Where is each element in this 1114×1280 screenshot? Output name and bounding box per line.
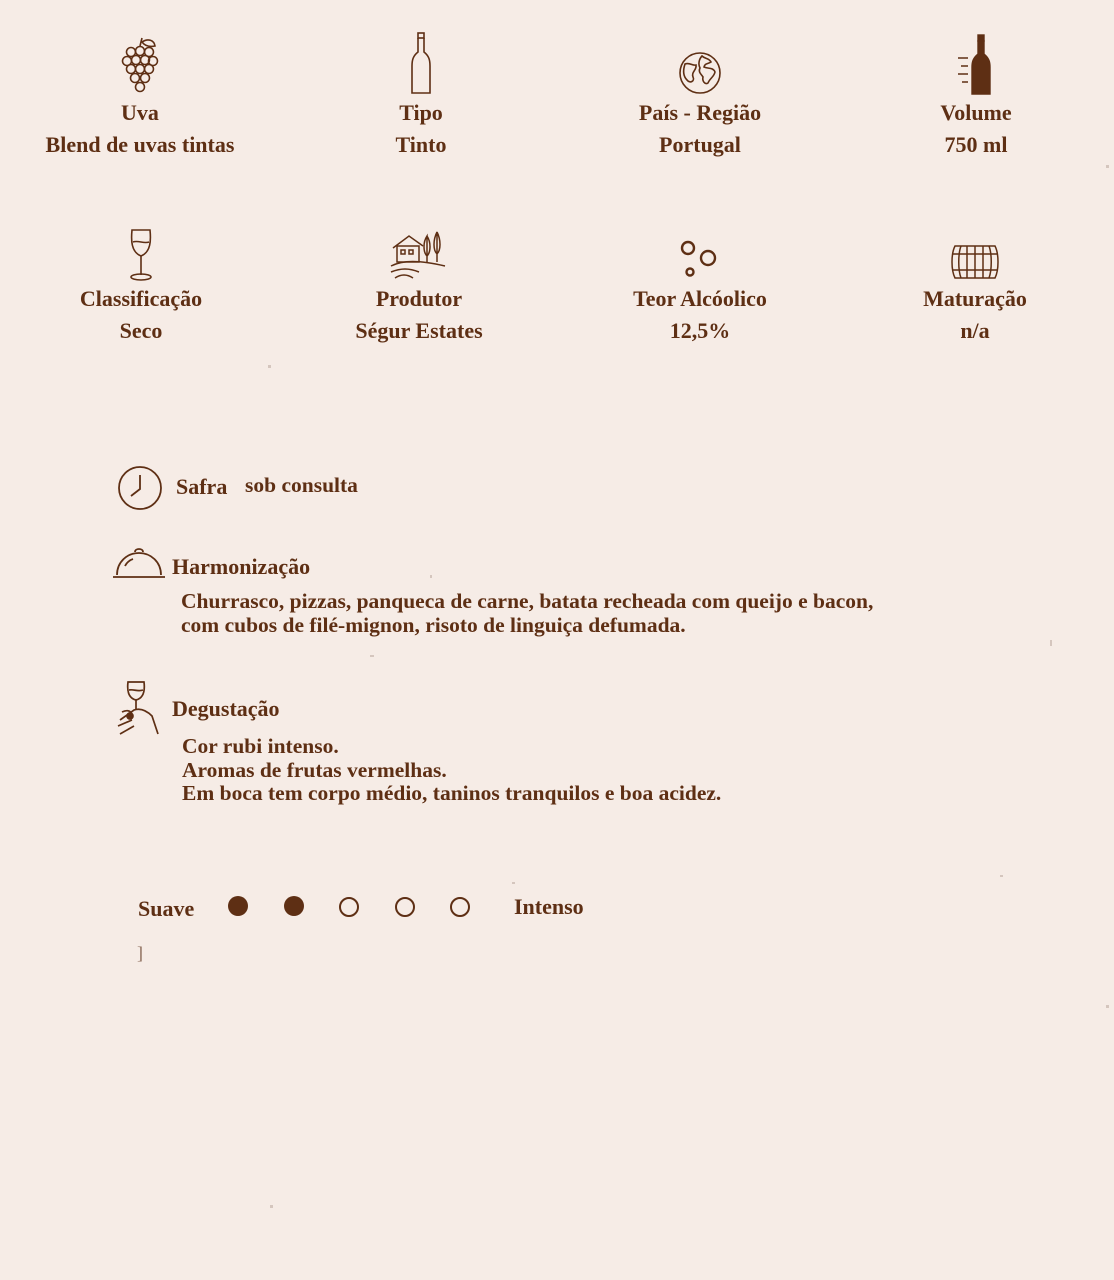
winery-icon xyxy=(289,218,549,282)
bottle-volume-icon xyxy=(846,32,1106,96)
clock-icon xyxy=(117,465,163,516)
spec-maturacao xyxy=(845,218,1105,344)
spec-label: Produtor xyxy=(375,286,463,311)
cloche-icon xyxy=(111,546,167,587)
intensity-dot-3 xyxy=(339,897,359,917)
spec-produtor xyxy=(289,218,549,344)
intensity-dot-2 xyxy=(284,896,304,916)
spec-classificacao xyxy=(11,218,271,344)
harmonizacao-line: Churrasco, pizzas, panqueca de carne, batata recheada com queijo e bacon, xyxy=(181,589,874,613)
wine-glass-icon xyxy=(11,218,271,282)
grape-icon xyxy=(10,32,270,96)
spec-value: 750 ml xyxy=(944,132,1008,157)
intensity-max-label: Intenso xyxy=(514,894,584,919)
globe-icon xyxy=(570,32,830,96)
spec-label: Maturação xyxy=(923,286,1027,311)
degustacao-text xyxy=(182,735,721,806)
intensity-min-label: Suave xyxy=(138,896,195,921)
intensity-dot-1 xyxy=(228,896,248,916)
spec-tipo xyxy=(291,32,551,158)
spec-value: 12,5% xyxy=(669,318,731,343)
sommelier-icon xyxy=(116,680,162,745)
spec-pais xyxy=(570,32,830,158)
degustacao-line: Cor rubi intenso. xyxy=(182,734,339,758)
spec-volume xyxy=(846,32,1106,158)
spec-value: Tinto xyxy=(395,132,447,157)
degustacao-heading: Degustação xyxy=(172,696,280,721)
spec-value: Portugal xyxy=(659,132,741,157)
spec-label: Uva xyxy=(121,100,159,125)
spec-label: Teor Alcóolico xyxy=(633,286,767,311)
spec-value: n/a xyxy=(960,318,990,343)
barrel-icon xyxy=(845,218,1105,282)
stray-mark: ] xyxy=(137,943,143,963)
degustacao-line: Em boca tem corpo médio, taninos tranquilos e boa acidez. xyxy=(182,781,722,805)
spec-value: Ségur Estates xyxy=(355,318,483,343)
spec-value: Blend de uvas tintas xyxy=(45,132,235,157)
bottle-icon xyxy=(291,32,551,96)
spec-label: País - Região xyxy=(638,100,762,125)
harmonizacao-heading: Harmonização xyxy=(172,554,311,579)
harmonizacao-line: com cubos de filé-mignon, risoto de linguiça defumada. xyxy=(181,612,686,637)
spec-value: Seco xyxy=(119,318,163,343)
harmonizacao-text xyxy=(181,590,873,637)
spec-label: Volume xyxy=(940,100,1012,125)
intensity-dot-5 xyxy=(450,897,470,917)
spec-uva xyxy=(10,32,270,158)
spec-teor xyxy=(570,218,830,344)
bubbles-icon xyxy=(570,218,830,282)
spec-label: Classificação xyxy=(79,286,203,311)
intensity-dot-4 xyxy=(395,897,415,917)
degustacao-line: Aromas de frutas vermelhas. xyxy=(182,757,447,782)
safra-value: sob consulta xyxy=(245,473,358,497)
spec-label: Tipo xyxy=(399,100,443,125)
safra-label: Safra xyxy=(176,474,228,499)
